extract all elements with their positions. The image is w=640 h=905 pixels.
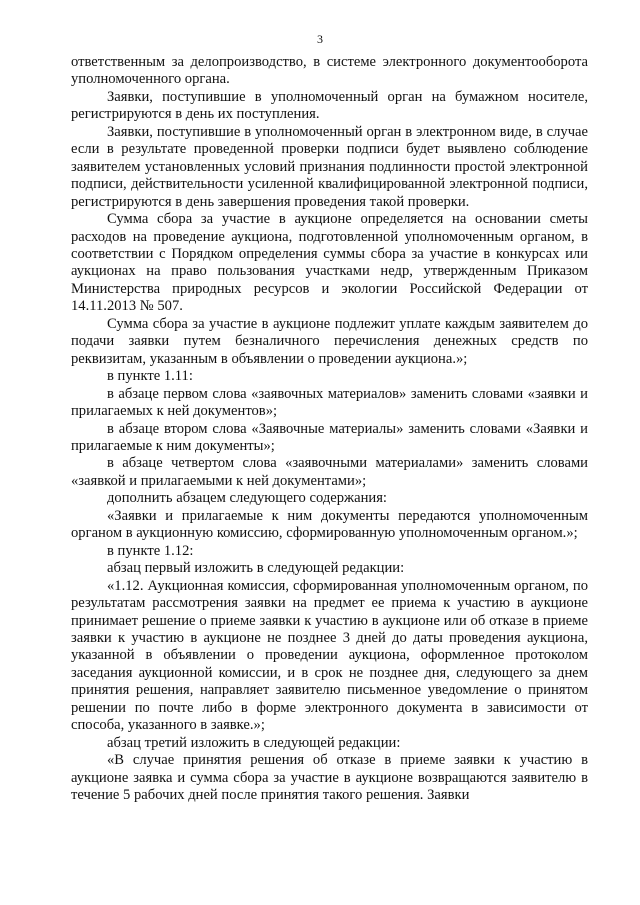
paragraph-4: Сумма сбора за участие в аукционе определяется на основании сметы расходов на проведение аукциона, подготовленной уполномоченным органом, в соответствии с Порядком определения суммы сбора за участие в конкурсах или аукционах на право пользования участками недр, утвержденным Приказом Министерства природных ресурсов и экологии Российской Федерации от 14.11.2013 № 507.	[71, 211, 588, 315]
paragraph-11: «Заявки и прилагаемые к ним документы передаются уполномоченным органом в аукционную комиссию, сформированную уполномоченным органом.»;	[71, 507, 588, 542]
paragraph-12: в пункте 1.12:	[107, 542, 194, 559]
paragraph-16: «В случае принятия решения об отказе в приеме заявки к участию в аукционе заявка и сумма сбора за участие в аукционе возвращаются заявителю в течение 5 рабочих дней после принятия такого решения. Заявки	[71, 752, 588, 804]
paragraph-14: «1.12. Аукционная комиссия, сформированная уполномоченным органом, по результатам рассмотрения заявки на предмет ее приема к участию в аукционе принимает решение о приеме заявки к участию в аукционе или об отказе в приеме заявки к участию в аукционе не позднее 3 дней до даты проведения аукциона, указанной в объявлении о проведении аукциона, оформленное протоколом заседания аукционной комиссии, и в срок не позднее дня, следующего за днем принятия решения, направляет заявителю письменное уведомление о принятом решении по почте либо в форме электронного документа в зависимости от способа, указанного в заявке.»;	[71, 577, 588, 734]
paragraph-15: абзац третий изложить в следующей редакции:	[107, 734, 401, 751]
paragraph-7: в абзаце первом слова «заявочных материалов» заменить словами «заявки и прилагаемых к ней документов»;	[71, 385, 588, 420]
paragraph-6: в пункте 1.11:	[107, 368, 193, 385]
paragraph-10: дополнить абзацем следующего содержания:	[107, 490, 387, 507]
document-body	[71, 54, 588, 804]
paragraph-1: ответственным за делопроизводство, в системе электронного документооборота уполномоченного органа.	[71, 54, 588, 88]
paragraph-3: Заявки, поступившие в уполномоченный орган в электронном виде, в случае если в результате проведенной проверки подписи будет выявлено соблюдение заявителем установленных условий признания подлинности простой электронной подписи, действительности усиленной квалифицированной электронной подписи, регистрируются в день завершения проведения такой проверки.	[71, 123, 588, 210]
paragraph-13: абзац первый изложить в следующей редакции:	[107, 560, 405, 577]
paragraph-2: Заявки, поступившие в уполномоченный орган на бумажном носителе, регистрируются в день их поступления.	[71, 88, 588, 123]
page-number: 3	[317, 32, 323, 46]
paragraph-8: в абзаце втором слова «Заявочные материалы» заменить словами «Заявки и прилагаемые к ним документы»;	[71, 420, 588, 454]
paragraph-9: в абзаце четвертом слова «заявочными материалами» заменить словами «заявкой и прилагаемыми к ней документами»;	[71, 455, 588, 489]
paragraph-5: Сумма сбора за участие в аукционе подлежит уплате каждым заявителем до подачи заявки путем безналичного перечисления денежных средств по реквизитам, указанным в объявлении о проведении аукциона.»;	[71, 315, 588, 367]
